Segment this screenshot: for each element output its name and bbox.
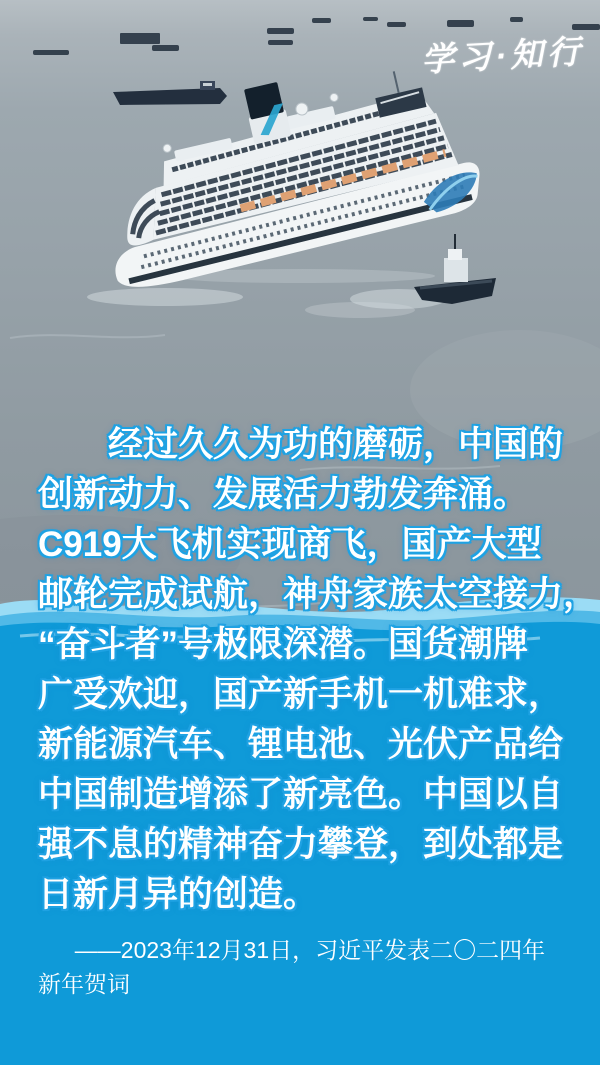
cargo-ship-icon <box>113 81 227 105</box>
text-line: 邮轮完成试航，神舟家族太空接力， <box>38 575 599 614</box>
attribution-line: 新年贺词 <box>38 971 130 997</box>
text-line: 新能源汽车、锂电池、光伏产品给 <box>38 725 564 764</box>
text-line: 经过久久为功的磨砺，中国的 <box>108 425 564 464</box>
bow-wake-foam <box>87 288 243 306</box>
text-line: 中国制造增添了新亮色。中国以自 <box>38 775 564 814</box>
logo: 学习·知行 <box>420 32 585 79</box>
text-line: 强不息的精神奋力攀登，到处都是 <box>38 825 564 864</box>
text-line: 广受欢迎，国产新手机一机难求， <box>38 675 564 714</box>
funnel-icon <box>242 81 292 144</box>
quote-text <box>38 420 599 920</box>
text-line: C919大飞机实现商飞，国产大型 <box>38 525 542 564</box>
text-line: “奋斗者”号极限深潜。国货潮牌 <box>38 625 529 664</box>
attribution <box>38 933 586 1001</box>
text-line: 创新动力、发展活力勃发奔涌。 <box>38 475 529 514</box>
text-line: 日新月异的创造。 <box>38 875 319 914</box>
attribution-line: ——2023年12月31日，习近平发表二〇二四年 <box>74 937 546 963</box>
